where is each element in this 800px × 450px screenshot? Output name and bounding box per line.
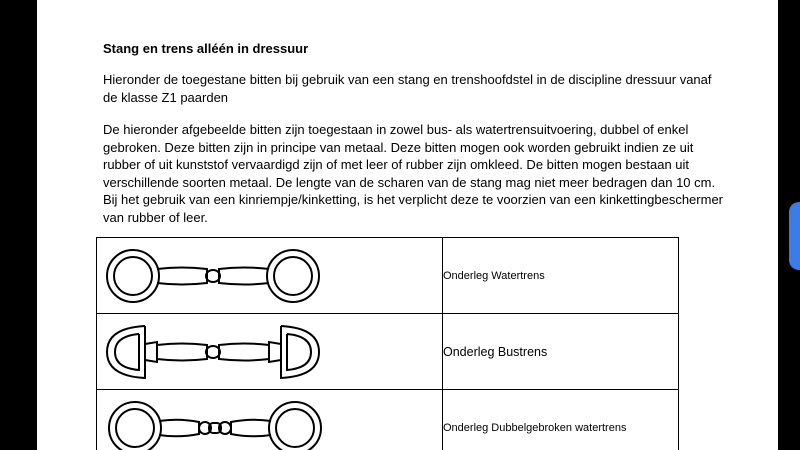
table-row <box>97 314 679 390</box>
bits-table <box>96 237 679 450</box>
bit-label: Onderleg Bustrens <box>443 314 679 390</box>
table-row <box>97 390 679 450</box>
bit-image-cell <box>97 238 443 314</box>
rules-paragraph: De hieronder afgebeelde bitten zijn toegestaan in zowel bus- als watertrensuitvoering, dubbel of enkel gebroken. Deze bitten zijn in principe van metaal. Deze bitten mogen ook worden gebruikt indien ze uit rubber of uit kunststof vervaardigd zijn of met leer of rubber zijn omkleed. De bitten mogen bestaan uit verschillende soorten metaal. De lengte van de scharen van de stang mag niet meer bedragen dan 10 cm. Bij het gebruik van een kinriempje/kinketting, is het verplicht deze te voorzien van een kinkettingbeschermer van rubber of leer. <box>103 122 724 225</box>
double-jointed-bit-icon <box>97 390 442 450</box>
side-scroll-tab[interactable] <box>789 202 800 270</box>
water-bit-icon <box>97 238 442 313</box>
bit-image-cell <box>97 390 443 450</box>
eggbutt-bit-icon <box>97 314 442 389</box>
bit-image-cell <box>97 314 443 390</box>
document-page <box>37 0 778 450</box>
table-row <box>97 238 679 314</box>
document-heading: Stang en trens alléén in dressuur <box>103 41 309 56</box>
bit-label: Onderleg Dubbelgebroken watertrens <box>443 390 679 450</box>
bit-label: Onderleg Watertrens <box>443 238 679 314</box>
intro-paragraph: Hieronder de toegestane bitten bij gebruik van een stang en trenshoofdstel in de discipline dressuur vanaf de klasse Z1 paarden <box>103 72 712 105</box>
